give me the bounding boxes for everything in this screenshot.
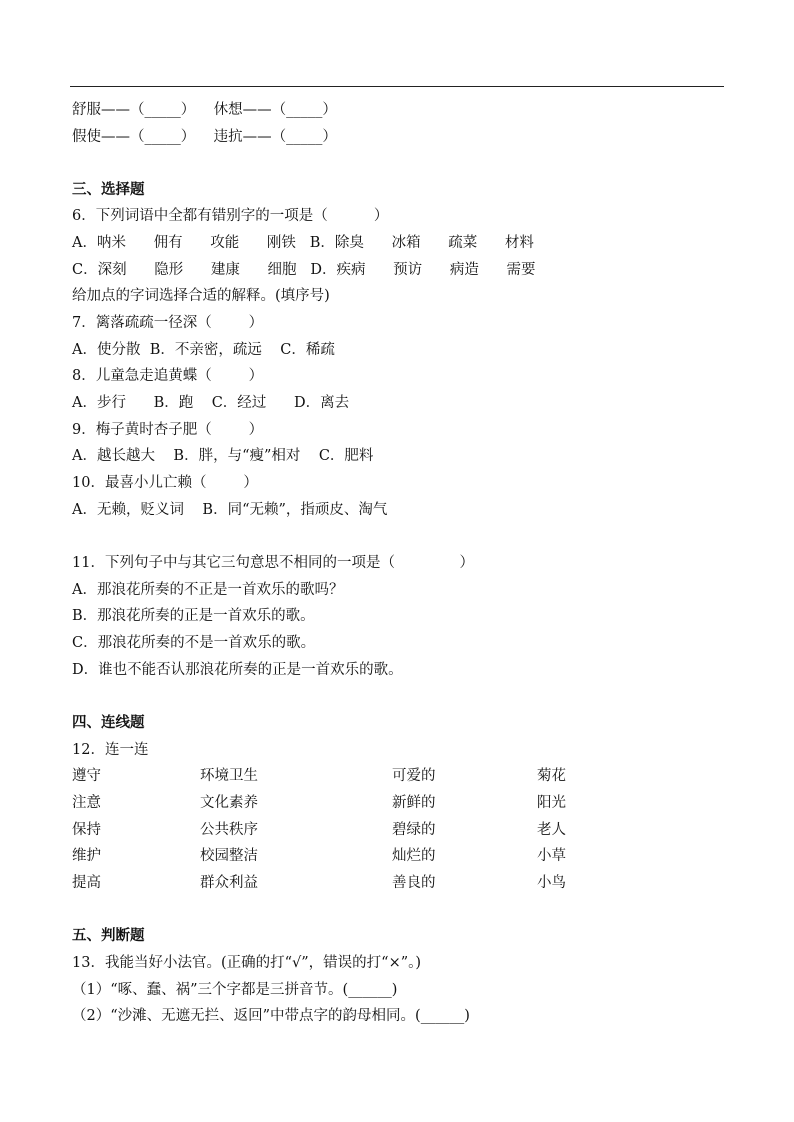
q9-options: A．越长越大 B．胖，与“瘦”相对 C．肥料 — [72, 448, 374, 464]
antonym-row-1: 舒服——（_____） 休想——（_____） — [72, 102, 337, 118]
q13-item-1: （1）“啄、蠢、祸”三个字都是三拼音节。(______) — [72, 982, 398, 998]
q11-option-a: A．那浪花所奏的不正是一首欢乐的歌吗？ — [72, 582, 344, 598]
section-5-heading: 五、判断题 — [72, 927, 145, 944]
match-col1-item: 维护 — [72, 848, 101, 864]
q13-stem: 13．我能当好小法官。(正确的打“√”，错误的打“×”。) — [72, 955, 422, 971]
q11-option-c: C．那浪花所奏的不是一首欢乐的歌。 — [72, 635, 316, 651]
antonym-row-2: 假使——（_____） 违抗——（_____） — [72, 129, 337, 145]
match-col1-item: 遵守 — [72, 768, 101, 784]
q10-options: A．无赖，贬义词 B．同“无赖”，指顽皮、淘气 — [72, 502, 388, 518]
q7-stem: 7．篱落疏疏一径深（ ） — [72, 315, 264, 331]
match-col2-item: 环境卫生 — [200, 768, 258, 784]
match-col3-item: 善良的 — [392, 875, 436, 891]
q8-options: A．步行 B．跑 C．经过 D．离去 — [72, 395, 350, 411]
match-col3-item: 灿烂的 — [392, 848, 436, 864]
q6-stem: 6．下列词语中全都有错别字的一项是（ ） — [72, 208, 389, 224]
match-col4-item: 菊花 — [537, 768, 566, 784]
match-col3-item: 可爱的 — [392, 768, 436, 784]
q11-option-d: D．谁也不能否认那浪花所奏的正是一首欢乐的歌。 — [72, 662, 403, 678]
match-col4-item: 小鸟 — [537, 875, 566, 891]
match-col1-item: 保持 — [72, 822, 101, 838]
match-col2-item: 公共秩序 — [200, 822, 258, 838]
match-col1-item: 注意 — [72, 795, 101, 811]
q12-stem: 12．连一连 — [72, 742, 149, 758]
section-3-heading: 三、选择题 — [72, 181, 145, 198]
instruction: 给加点的字词选择合适的解释。(填序号) — [72, 288, 330, 304]
match-col2-item: 群众利益 — [200, 875, 258, 891]
q7-options: A．使分散 B．不亲密，疏远 C．稀疏 — [72, 342, 335, 358]
q13-item-2: （2）“沙滩、无遮无拦、返回”中带点字的韵母相同。(______) — [72, 1008, 470, 1024]
q6-options-ab: A．呐米 佣有 攻能 刚铁 B．除臭 冰箱 疏菜 材料 — [72, 235, 534, 251]
q11-option-b: B．那浪花所奏的正是一首欢乐的歌。 — [72, 608, 315, 624]
match-col2-item: 校园整洁 — [200, 848, 258, 864]
q11-stem: 11．下列句子中与其它三句意思不相同的一项是（ ） — [72, 555, 474, 571]
q10-stem: 10．最喜小儿亡赖（ ） — [72, 475, 258, 491]
match-col4-item: 阳光 — [537, 795, 566, 811]
match-col4-item: 小草 — [537, 848, 566, 864]
match-col1-item: 提高 — [72, 875, 101, 891]
match-col3-item: 碧绿的 — [392, 822, 436, 838]
section-4-heading: 四、连线题 — [72, 714, 145, 731]
match-col2-item: 文化素养 — [200, 795, 258, 811]
q6-options-cd: C．深刻 隐形 建康 细胞 D．疾病 预访 病造 需要 — [72, 262, 536, 278]
header-rule — [70, 86, 724, 87]
q9-stem: 9．梅子黄时杏子肥（ ） — [72, 422, 264, 438]
q8-stem: 8．儿童急走追黄蝶（ ） — [72, 368, 264, 384]
match-col3-item: 新鲜的 — [392, 795, 436, 811]
match-col4-item: 老人 — [537, 822, 566, 838]
